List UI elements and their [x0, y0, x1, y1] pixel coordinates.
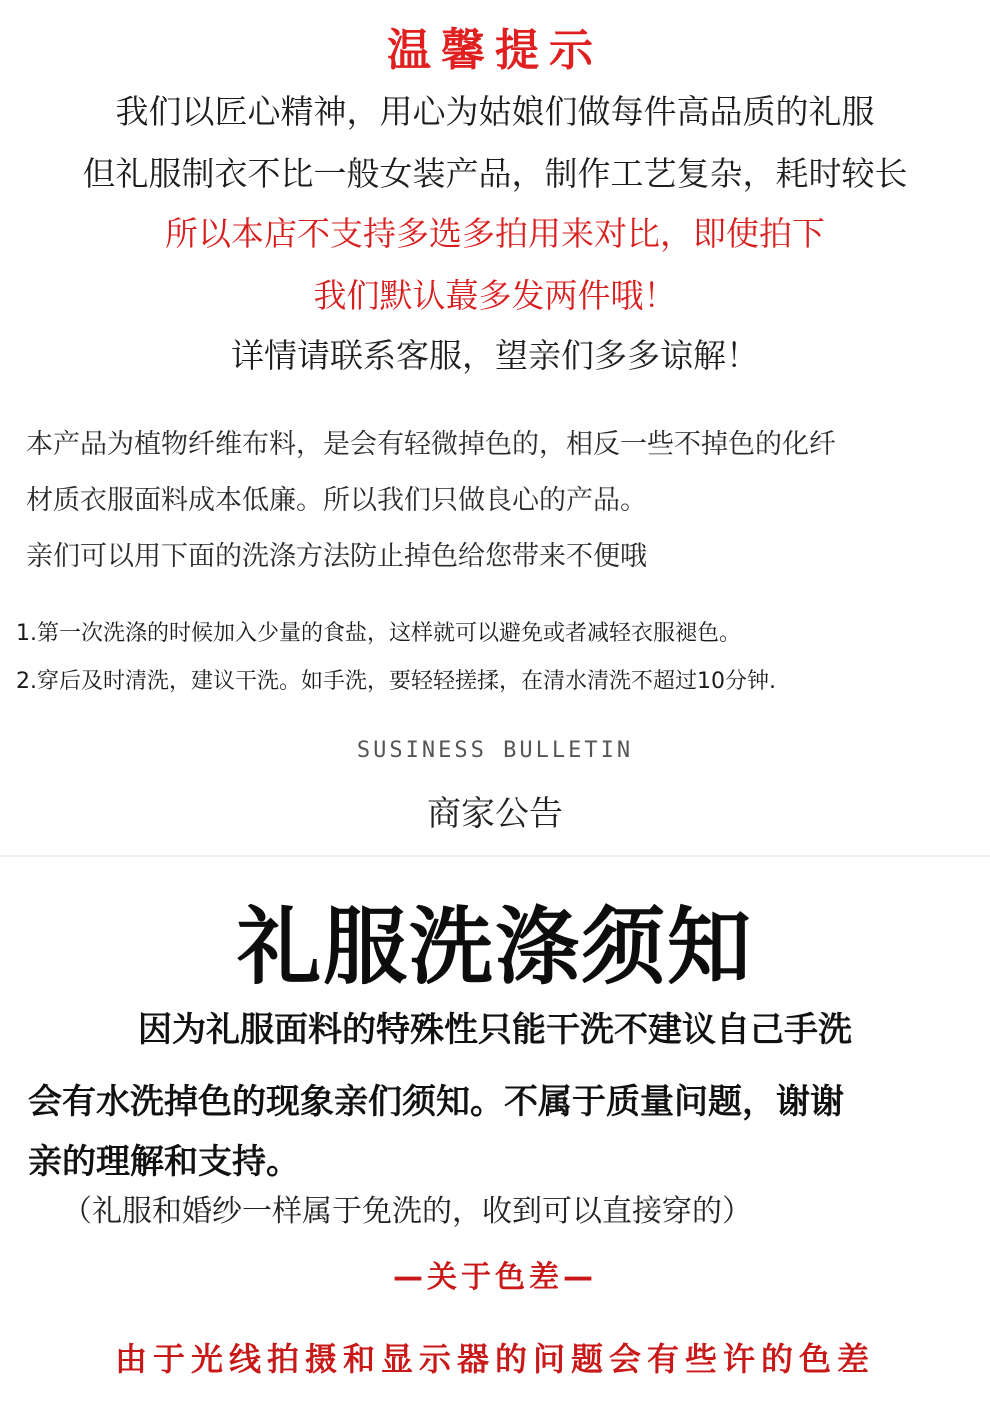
- fabric-line-2: 材质衣服面料成本低廉。所以我们只做良心的产品。: [26, 485, 647, 516]
- wash-tip-2: 2.穿后及时清洗，建议干洗。如手洗，要轻轻搓揉，在清水清洗不超过10分钟.: [16, 669, 776, 694]
- bulletin-english: SUSINESS BULLETIN: [356, 738, 634, 763]
- notice-title: 温馨提示: [387, 25, 603, 76]
- notice-line-4: 我们默认蕞多发两件哦！: [313, 276, 677, 315]
- fabric-line-3: 亲们可以用下面的洗涤方法防止掉色给您带来不便哦: [26, 541, 647, 572]
- washing-line-3: 亲的理解和支持。: [28, 1142, 300, 1182]
- section-divider: [0, 855, 990, 857]
- notice-line-3: 所以本店不支持多选多拍用来对比，即使拍下: [165, 214, 825, 253]
- washing-heading: 礼服洗涤须知: [236, 898, 753, 996]
- color-diff-heading: —关于色差—: [393, 1260, 597, 1295]
- color-diff-text: 由于光线拍摄和显示器的问题会有些许的色差: [114, 1340, 875, 1378]
- washing-line-1: 因为礼服面料的特殊性只能干洗不建议自己手洗: [138, 1010, 852, 1050]
- washing-note: （礼服和婚纱一样属于免洗的，收到可以直接穿的）: [62, 1194, 752, 1229]
- notice-line-2: 但礼服制衣不比一般女装产品，制作工艺复杂，耗时较长: [82, 154, 908, 193]
- notice-line-1: 我们以匠心精神，用心为姑娘们做每件高品质的礼服: [115, 92, 875, 131]
- washing-line-2: 会有水洗掉色的现象亲们须知。不属于质量问题，谢谢: [28, 1082, 844, 1122]
- bulletin-chinese: 商家公告: [427, 794, 563, 834]
- fabric-line-1: 本产品为植物纤维布料，是会有轻微掉色的，相反一些不掉色的化纤: [26, 429, 836, 460]
- notice-line-5: 详情请联系客服，望亲们多多谅解！: [231, 336, 759, 375]
- wash-tip-1: 1.第一次洗涤的时候加入少量的食盐，这样就可以避免或者减轻衣服褪色。: [16, 621, 741, 646]
